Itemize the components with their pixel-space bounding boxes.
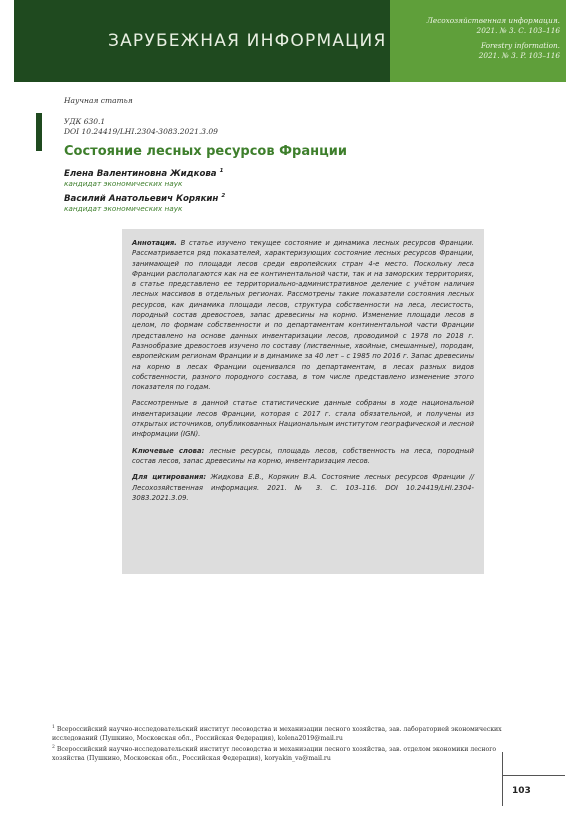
- journal-name-en: Forestry information.: [480, 41, 560, 51]
- issue-ru: 2021. № 3. С. 103–116: [476, 25, 560, 35]
- abstract-paragraph: Аннотация. В статье изучено текущее состояние и динамика лесных ресурсов Франции. Рассматривается ряд показателей, характеризующих состояние лесных ресурсов Франции, занимающей по площади лесов среди европейских стран 4-е место. Поскольку леса Франции располагаются как на ее континентальной части, так и на заморских территориях, в статье представлено ее территориально-административное деление с учётом наличия лесных массивов в отдельных регионах. Рассмотрены такие показатели состояния лесных ресурсов, как динамика площади лесов, структура собственности на леса, лесистость, породный состав древостоев, запас древесины на корню. Изменение площади лесов в целом, по формам собственности и по департаментам континентальной части Франции представлено на основе данных инвентаризации лесов, проводимой с 1978 по 2018 г. Разнообразие древостоев изучено по составу (лиственные, хвойные, смешанные), породам, европейским регионам Франции и в динамике за 40 лет – с 1985 по 2016 г. Запас древесины на корню в лесах Франции оценивался по департаментам, в лесах разных видов собственности, разного породного состава, в том числе представлено изменение этого показателя по годам.: [132, 239, 474, 392]
- abstract-content: [132, 238, 474, 509]
- journal-name-ru: Лесохозяйственная информация.: [426, 16, 560, 25]
- page-corner-horizontal-line: [502, 775, 565, 776]
- footnote: $^1$ Всероссийский научно-исследовательский институт лесоводства и механизации лесного хозяйства, зав. лабораторией экономических исследований (Пушкино, Московская обл., Российская Федерация), kolena2019@mail.ru: [52, 725, 502, 743]
- page-corner-vertical-line: [502, 752, 503, 806]
- doi: DOI 10.24419/LHI.2304-3083.2021.3.09: [64, 127, 218, 136]
- abstract-paragraph: Рассмотренные в данной статье статистические данные собраны в ходе национальной инвентаризации лесов Франции, которая с 2017 г. стала обязательной, и получены из открытых источников, опубликованных Национальным институтом географической и лесной информации (IGN).: [132, 399, 474, 439]
- issue-en: 2021. № 3. P. 103–116: [478, 50, 560, 60]
- author-degree: кандидат экономических наук: [64, 179, 183, 188]
- page-number: 103: [512, 786, 531, 796]
- header-section-banner: [14, 0, 390, 82]
- udk: УДК 630.1: [64, 117, 106, 126]
- accent-bar: [36, 113, 42, 151]
- article-title: Состояние лесных ресурсов Франции: [64, 144, 347, 159]
- footnote: $^2$ Всероссийский научно-исследовательский институт лесоводства и механизации лесного хозяйства, зав. отделом экономики лесного хозяйства (Пушкино, Московская обл., Российская Федерация), koryakin_va@mail.ru: [52, 745, 497, 763]
- journal-info: [427, 16, 560, 60]
- keywords: Ключевые слова: лесные ресурсы, площадь лесов, собственность на леса, породный состав лесов, запас древесины на корню, инвентаризация лесов.: [132, 446, 475, 465]
- citation: Для цитирования: Жидкова Е.В., Корякин В.А. Состояние лесных ресурсов Франции // Лесохозяйственная информация. 2021. № 3. С. 103–116. DOI 10.24419/LHI.2304-3083.2021.3.09.: [132, 473, 474, 502]
- author-degree: кандидат экономических наук: [64, 204, 183, 213]
- footnotes: [52, 723, 522, 763]
- author-name: Василий Анатольевич Корякин $^2$: [64, 193, 226, 204]
- section-title: ЗАРУБЕЖНАЯ ИНФОРМАЦИЯ: [108, 31, 387, 51]
- author-name: Елена Валентиновна Жидкова $^1$: [64, 168, 224, 179]
- abstract-box: [122, 229, 484, 574]
- article-type: Научная статья: [64, 96, 133, 105]
- udk-doi-block: [64, 117, 218, 137]
- header-journal-info-panel: [390, 0, 566, 82]
